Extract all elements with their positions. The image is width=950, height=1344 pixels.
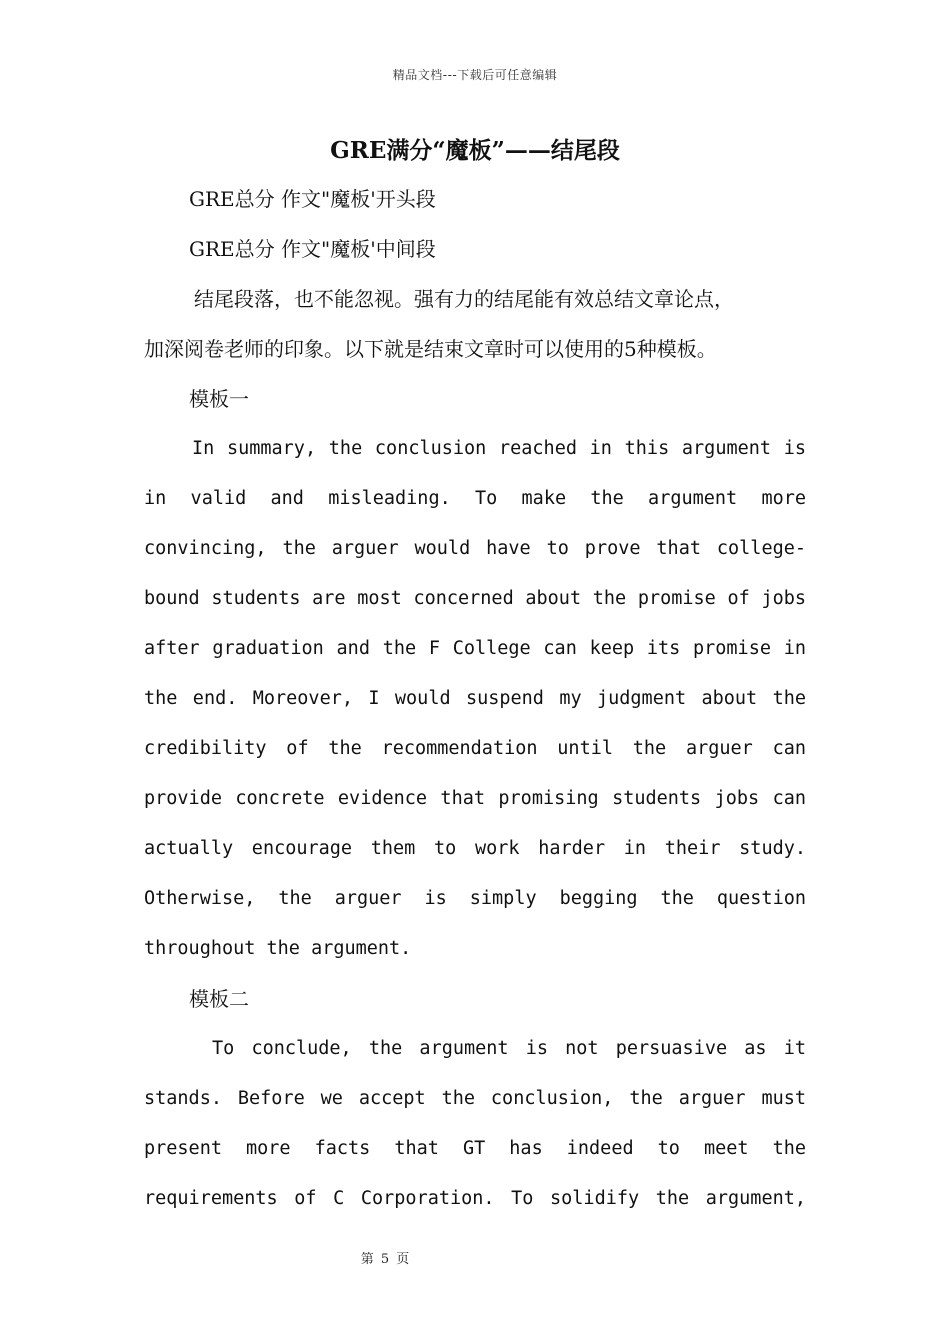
paragraph-line: in valid and misleading. To make the argument more bbox=[144, 488, 806, 509]
paragraph-line: provide concrete evidence that promising students jobs can bbox=[144, 788, 806, 809]
paragraph-line: stands. Before we accept the conclusion, the arguer must bbox=[144, 1088, 806, 1109]
template-1-heading: 模板一 bbox=[189, 387, 249, 411]
paragraph-line: In summary, the conclusion reached in this argument is bbox=[192, 438, 806, 459]
document-body bbox=[144, 174, 806, 1224]
page-header: 精品文档---下载后可任意编辑 bbox=[392, 68, 558, 82]
paragraph-line: the end. Moreover, I would suspend my judgment about the bbox=[144, 688, 806, 709]
intro-line-1: 结尾段落，也不能忽视。强有力的结尾能有效总结文章论点， bbox=[194, 287, 734, 311]
paragraph-line: credibility of the recommendation until the arguer can bbox=[144, 738, 806, 759]
paragraph-line: actually encourage them to work harder in their study. bbox=[144, 838, 806, 859]
paragraph-line: throughout the argument. bbox=[144, 938, 412, 959]
link-middle-paragraph[interactable]: GRE总分 作文"魔板'中间段 bbox=[189, 237, 436, 261]
intro-line-2: 加深阅卷老师的印象。以下就是结束文章时可以使用的5种模板。 bbox=[144, 337, 717, 361]
page-number: 第 5 页 bbox=[360, 1252, 410, 1267]
link-opening-paragraph[interactable]: GRE总分 作文"魔板'开头段 bbox=[189, 187, 436, 211]
paragraph-line: Otherwise, the arguer is simply begging the question bbox=[144, 888, 806, 909]
template-2-heading: 模板二 bbox=[189, 987, 249, 1011]
page-title: GRE满分“魔板”——结尾段 bbox=[330, 137, 620, 164]
paragraph-line: bound students are most concerned about the promise of jobs bbox=[144, 588, 806, 609]
paragraph-line: after graduation and the F College can keep its promise in bbox=[144, 638, 806, 659]
paragraph-line: present more facts that GT has indeed to meet the bbox=[144, 1138, 806, 1159]
template-1-paragraph bbox=[144, 424, 806, 974]
paragraph-line: To conclude, the argument is not persuasive as it bbox=[212, 1038, 806, 1059]
template-2-paragraph bbox=[144, 1024, 806, 1224]
paragraph-line: convincing, the arguer would have to prove that college- bbox=[144, 538, 806, 559]
paragraph-line: requirements of C Corporation. To solidify the argument, bbox=[144, 1188, 806, 1209]
